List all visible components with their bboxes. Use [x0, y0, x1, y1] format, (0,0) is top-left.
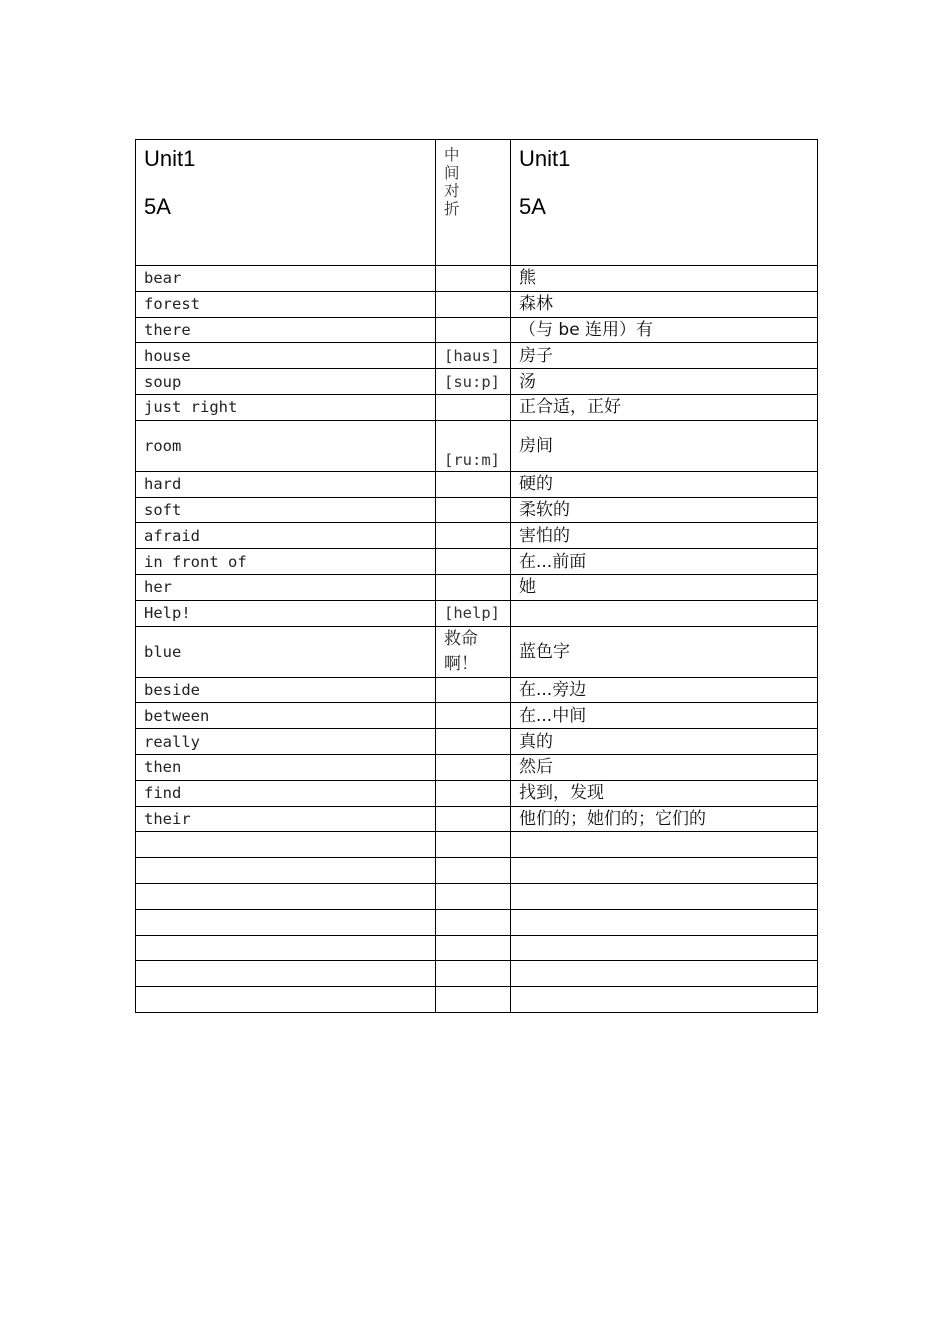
meaning-cell: 她 [511, 574, 818, 600]
fold-instruction-cell [436, 140, 511, 266]
word-cell: house [136, 343, 436, 369]
word-cell: soft [136, 497, 436, 523]
empty-cell [511, 909, 818, 935]
phonetic-cell: [su:p] [436, 369, 511, 395]
empty-cell [136, 987, 436, 1013]
meaning-cell: 正合适，正好 [511, 394, 818, 420]
meaning-cell: 然后 [511, 754, 818, 780]
meaning-cell: 在...前面 [511, 549, 818, 575]
empty-cell [511, 858, 818, 884]
word-cell: their [136, 806, 436, 832]
fold-char: 中 [444, 146, 460, 164]
table-row [136, 266, 818, 292]
table-row [136, 343, 818, 369]
table-row [136, 806, 818, 832]
meaning-cell [511, 600, 818, 626]
empty-cell [136, 961, 436, 987]
word-cell: bear [136, 266, 436, 292]
empty-cell [136, 935, 436, 961]
table-row [136, 549, 818, 575]
phonetic-cell [436, 549, 511, 575]
word-cell: beside [136, 677, 436, 703]
table-row [136, 626, 818, 677]
table-row [136, 317, 818, 343]
table-row [136, 523, 818, 549]
table-row [136, 754, 818, 780]
phonetic-cell [436, 497, 511, 523]
meaning-cell: 房间 [511, 420, 818, 471]
word-cell: soup [136, 369, 436, 395]
phonetic-cell [436, 780, 511, 806]
table-row [136, 780, 818, 806]
right-unit-title: Unit1 [519, 146, 571, 171]
empty-row [136, 858, 818, 884]
table-row [136, 394, 818, 420]
empty-cell [436, 858, 511, 884]
meaning-cell: 真的 [511, 729, 818, 755]
empty-cell [136, 883, 436, 909]
empty-row [136, 909, 818, 935]
empty-row [136, 961, 818, 987]
meaning-cell: 蓝色字 [511, 626, 818, 677]
meaning-cell: 害怕的 [511, 523, 818, 549]
meaning-cell: 他们的；她们的；它们的 [511, 806, 818, 832]
empty-cell [511, 883, 818, 909]
table-row [136, 574, 818, 600]
vocabulary-table [135, 139, 818, 1013]
phonetic-cell [436, 317, 511, 343]
empty-cell [436, 987, 511, 1013]
word-cell: room [136, 420, 436, 471]
table-row [136, 703, 818, 729]
table-row [136, 600, 818, 626]
empty-cell [136, 909, 436, 935]
empty-row [136, 883, 818, 909]
phonetic-cell [436, 729, 511, 755]
meaning-cell: （与 be 连用）有 [511, 317, 818, 343]
meaning-cell: 柔软的 [511, 497, 818, 523]
phonetic-cell [436, 677, 511, 703]
empty-cell [436, 935, 511, 961]
meaning-cell: 房子 [511, 343, 818, 369]
meaning-cell: 熊 [511, 266, 818, 292]
phonetic-cell: [help] [436, 600, 511, 626]
word-cell: find [136, 780, 436, 806]
meaning-cell: 找到，发现 [511, 780, 818, 806]
empty-cell [511, 987, 818, 1013]
table-row [136, 369, 818, 395]
empty-cell [136, 858, 436, 884]
empty-cell [511, 961, 818, 987]
word-cell: Help! [136, 600, 436, 626]
empty-cell [436, 832, 511, 858]
table-row [136, 497, 818, 523]
word-cell: just right [136, 394, 436, 420]
phonetic-cell: 救命啊！ [436, 626, 511, 677]
phonetic-cell [436, 394, 511, 420]
word-cell: hard [136, 471, 436, 497]
empty-cell [436, 961, 511, 987]
empty-row [136, 935, 818, 961]
left-unit-title: Unit1 [144, 146, 196, 171]
left-grade-title: 5A [144, 194, 171, 219]
phonetic-cell [436, 754, 511, 780]
word-cell: between [136, 703, 436, 729]
table-row [136, 677, 818, 703]
word-cell: afraid [136, 523, 436, 549]
table-row [136, 471, 818, 497]
meaning-cell: 森林 [511, 291, 818, 317]
empty-cell [436, 909, 511, 935]
fold-char: 对 [444, 182, 460, 200]
empty-cell [511, 935, 818, 961]
phonetic-cell [436, 703, 511, 729]
table-row [136, 420, 818, 471]
table-row [136, 729, 818, 755]
right-grade-title: 5A [519, 194, 546, 219]
left-header-cell [136, 140, 436, 266]
empty-cell [136, 832, 436, 858]
word-cell: forest [136, 291, 436, 317]
word-cell: there [136, 317, 436, 343]
meaning-cell: 在...中间 [511, 703, 818, 729]
meaning-cell: 汤 [511, 369, 818, 395]
word-cell: in front of [136, 549, 436, 575]
phonetic-cell: [haus] [436, 343, 511, 369]
word-cell: really [136, 729, 436, 755]
meaning-cell: 在...旁边 [511, 677, 818, 703]
phonetic-cell [436, 574, 511, 600]
table-row [136, 291, 818, 317]
right-header-cell [511, 140, 818, 266]
word-cell: her [136, 574, 436, 600]
word-cell: blue [136, 626, 436, 677]
phonetic-cell [436, 523, 511, 549]
meaning-cell: 硬的 [511, 471, 818, 497]
fold-char: 折 [444, 200, 460, 218]
empty-row [136, 832, 818, 858]
phonetic-cell [436, 266, 511, 292]
empty-cell [436, 883, 511, 909]
empty-row [136, 987, 818, 1013]
word-cell: then [136, 754, 436, 780]
phonetic-cell [436, 471, 511, 497]
phonetic-cell: [ru:m] [436, 420, 511, 471]
header-row [136, 140, 818, 266]
phonetic-cell [436, 291, 511, 317]
fold-char: 间 [444, 164, 460, 182]
empty-cell [511, 832, 818, 858]
phonetic-cell [436, 806, 511, 832]
